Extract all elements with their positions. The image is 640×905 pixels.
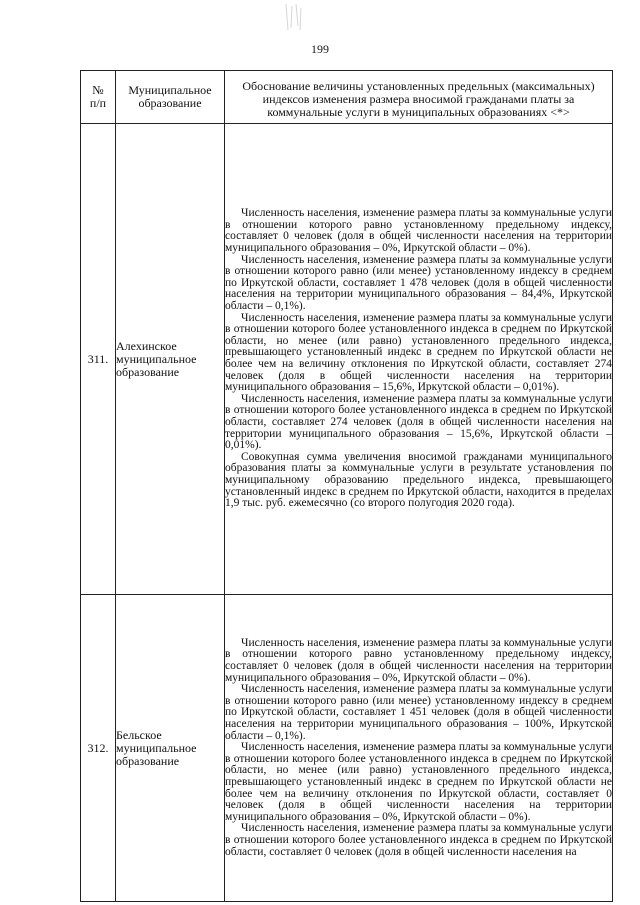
justification-paragraph: Численность населения, изменение размера платы за коммунальные услуги в отношении которого более установленного индекса в среднем по Иркутской области, но менее (или равно) установленного предельного индекса, превышающего установленный индекс в среднем по Иркутской области не более чем на величину отклонения по Иркутской области, составляет 0 человек (доля в общей численности населения на территории муниципального образования – 0%, Иркутской области – 0%).	[225, 741, 612, 823]
header-municipality-label: Муниципальное образование	[128, 83, 212, 110]
table-row	[81, 124, 613, 595]
justification-paragraph: Численность населения, изменение размера платы за коммунальные услуги в отношении которого более установленного индекса в среднем по Иркутской области, составляет 274 человек (доля в общей численности населения на территории муниципального образования – 15,6%, Иркутской области – 0,01%).	[225, 392, 612, 452]
justification-paragraph: Численность населения, изменение размера платы за коммунальные услуги в отношении которого равно (или менее) установленному индексу в среднем по Иркутской области, составляет 1 478 человек (доля в общей численности населения на территории муниципального образования – 84,4%, Иркутской области – 0,1%).	[225, 253, 612, 313]
justification-paragraph: Численность населения, изменение размера платы за коммунальные услуги в отношении которого равно (или менее) установленному индексу в среднем по Иркутской области, составляет 1 451 человек (доля в общей численности населения на территории муниципального образования – 100%, Иркутской области – 0,1%).	[225, 683, 612, 742]
header-number-label: № п/п	[89, 83, 107, 110]
row-number: 311.	[81, 124, 116, 595]
header-number	[81, 71, 116, 124]
indices-table	[80, 70, 613, 902]
row-municipality: Алехинское муниципальное образование	[116, 124, 225, 595]
header-justification	[225, 71, 613, 124]
justification-paragraph: Численность населения, изменение размера платы за коммунальные услуги в отношении которого более установленного индекса в среднем по Иркутской области, но менее (или равно) установленного предельного индекса, превышающего установленный индекс в среднем по Иркутской области не более чем на величину отклонения по Иркутской области, составляет 274 человек (доля в общей численности населения на территории муниципального образования – 15,6%, Иркутской области – 0,01%).	[225, 311, 612, 394]
table-header-row	[81, 71, 613, 124]
header-justification-label: Обоснование величины установленных предельных (максимальных) индексов изменения размера вносимой гражданами платы за коммунальные услуги в муниципальных образованиях <*>	[242, 78, 595, 119]
row-number: 312.	[81, 595, 116, 902]
header-municipality	[116, 71, 225, 124]
scan-artifact-mark	[282, 2, 306, 32]
justification-paragraph: Численность населения, изменение размера платы за коммунальные услуги в отношении которого равно установленному предельному индексу, составляет 0 человек (доля в общей численности населения на территории муниципального образования – 0%, Иркутской области – 0%).	[225, 636, 612, 684]
row-municipality: Бельское муниципальное образование	[116, 595, 225, 902]
page-number: 199	[311, 42, 329, 56]
row-justification	[225, 595, 613, 902]
justification-paragraph: Численность населения, изменение размера платы за коммунальные услуги в отношении которого более установленного индекса в среднем по Иркутской области, составляет 0 человек (доля в общей численности населения на	[225, 822, 612, 858]
justification-paragraph: Численность населения, изменение размера платы за коммунальные услуги в отношении которого равно установленному предельному индексу, составляет 0 человек (доля в общей численности населения на территории муниципального образования – 0%, Иркутской области – 0%).	[225, 207, 612, 255]
table-row	[81, 595, 613, 902]
row-justification	[225, 124, 613, 595]
justification-paragraph: Совокупная сумма увеличения вносимой гражданами муниципального образования платы за коммунальные услуги в результате установления по муниципальному образованию предельного индекса, превышающего установленный индекс в среднем по Иркутской области, находится в пределах 1,9 тыс. руб. ежемесячно (со второго полугодия 2020 года).	[225, 450, 612, 510]
